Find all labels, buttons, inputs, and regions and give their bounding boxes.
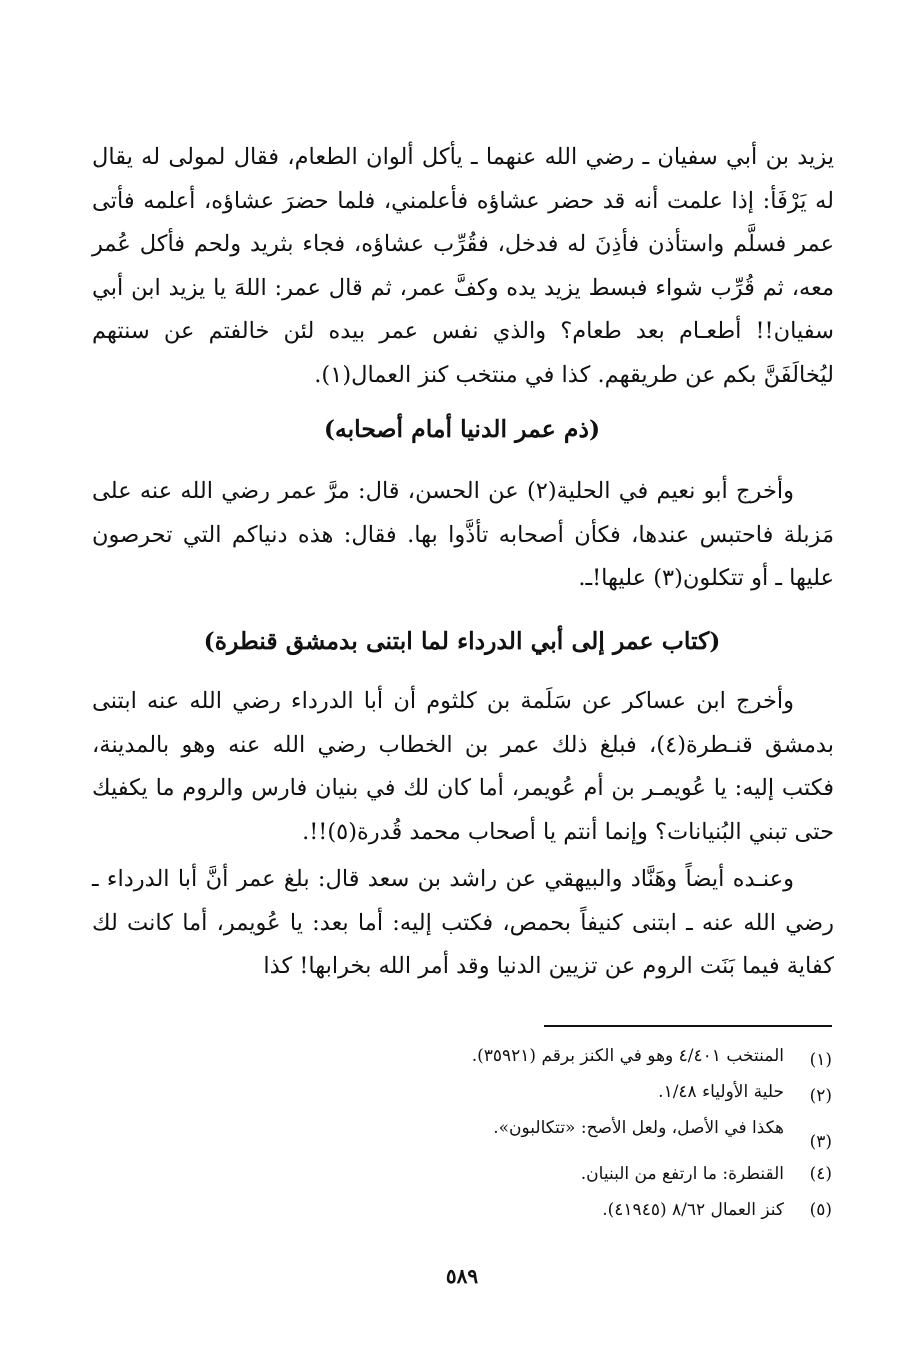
paragraph-2: وأخرج أبو نعيم في الحلية(٢) عن الحسن، قال: مرَّ عمر رضي الله عنه على مَزبلة فاحتبس عندها، فكأن أصحابه تأذَّوا بها. فقال: هذه دنياكم التي تحرصون عليها ـ أو تتكلون(٣) عليها!ـ.: [92, 478, 834, 591]
paragraph-3: وأخرج ابن عساكر عن سَلَمة بن كلثوم أن أبا الدرداء رضي الله عنه ابتنى بدمشق قنـطرة(٤)، فبلغ ذلك عمر بن الخطاب رضي الله عنه وهو بالمدينة، فكتب إليه: يا عُويمـر بن أم عُويمر، أما كان لك في بنيان فارس والروم ما يكفيك حتى تبني البُنيانات؟ وإنما أنتم يا أصحاب محمد قُدرة(٥)!!.: [92, 688, 834, 845]
footnote-text: حلية الأولياء ١/٤٨.: [658, 1082, 784, 1102]
footnote-number: (٣): [809, 1132, 832, 1152]
footnote-text: كنز العمال ٨/٦٢ (٤١٩٤٥).: [602, 1200, 784, 1220]
section-heading-2: (كتاب عمر إلى أبي الدرداء لما ابتنى بدمشق قنطرة): [203, 627, 721, 655]
footnote-item: [272, 1162, 832, 1186]
footnote-item: [272, 1198, 832, 1222]
paragraph-1: يزيد بن أبي سفيان ـ رضي الله عنهما ـ يأكل ألوان الطعام، فقال لمولى له يقال له يَرْفَأ: إذا علمت أنه قد حضر عشاؤه فأعلمني، فلما حضرَ عشاؤه، أعلمه فأتى عمر فسلَّم واستأذن فأذِنَ له فدخل، فقُرِّب عشاؤه، فجاء بثريد ولحم فأكل عُمر معه، ثم قُرِّب شواء فبسط يزيد يده وكفَّ عمر، ثم قال عمر: اللهَ يا يزيد ابن أبي سفيان!! أطعـام بعد طعام؟ والذي نفس عمر بيده لئن خالفتم عن سنتهم ليُخالَفَنَّ بكم عن طريقهم. كذا في منتخب كنز العمال(١).: [92, 144, 834, 388]
footnote-text: القنطرة: ما ارتفع من البنيان.: [580, 1164, 784, 1184]
footnote-item: [272, 1044, 832, 1068]
section-heading-1: (ذم عمر الدنيا أمام أصحابه): [323, 415, 601, 443]
footnote-number: (١): [809, 1050, 832, 1070]
footnote-item: [272, 1080, 832, 1104]
footnote-number: (٤): [809, 1164, 832, 1184]
footnote-number: (٢): [809, 1086, 832, 1106]
footnote-divider: [544, 1025, 832, 1027]
footnote-text: هكذا في الأصل، ولعل الأصح: «تتكالبون».: [493, 1118, 784, 1138]
footnote-text: المنتخب ٤/٤٠١ وهو في الكنز برقم (٣٥٩٢١).: [471, 1046, 784, 1066]
page-number: ٥٨٩: [445, 1264, 479, 1288]
footnote-number: (٥): [809, 1200, 832, 1220]
footnotes-list: [272, 1044, 832, 1234]
paragraph-4: وعنـده أيضاً وهَنَّاد والبيهقي عن راشد بن سعد قال: بلغ عمر أنَّ أبا الدرداء ـ رضي الله عنه ـ ابتنى كنيفاً بحمص، فكتب إليه: أما بعد: يا عُويمر، أما كانت لك كفاية فيما بَنَت الروم عن تزيين الدنيا وقد أمر الله بخرابها! كذا: [92, 866, 834, 979]
footnote-item: [272, 1116, 832, 1152]
